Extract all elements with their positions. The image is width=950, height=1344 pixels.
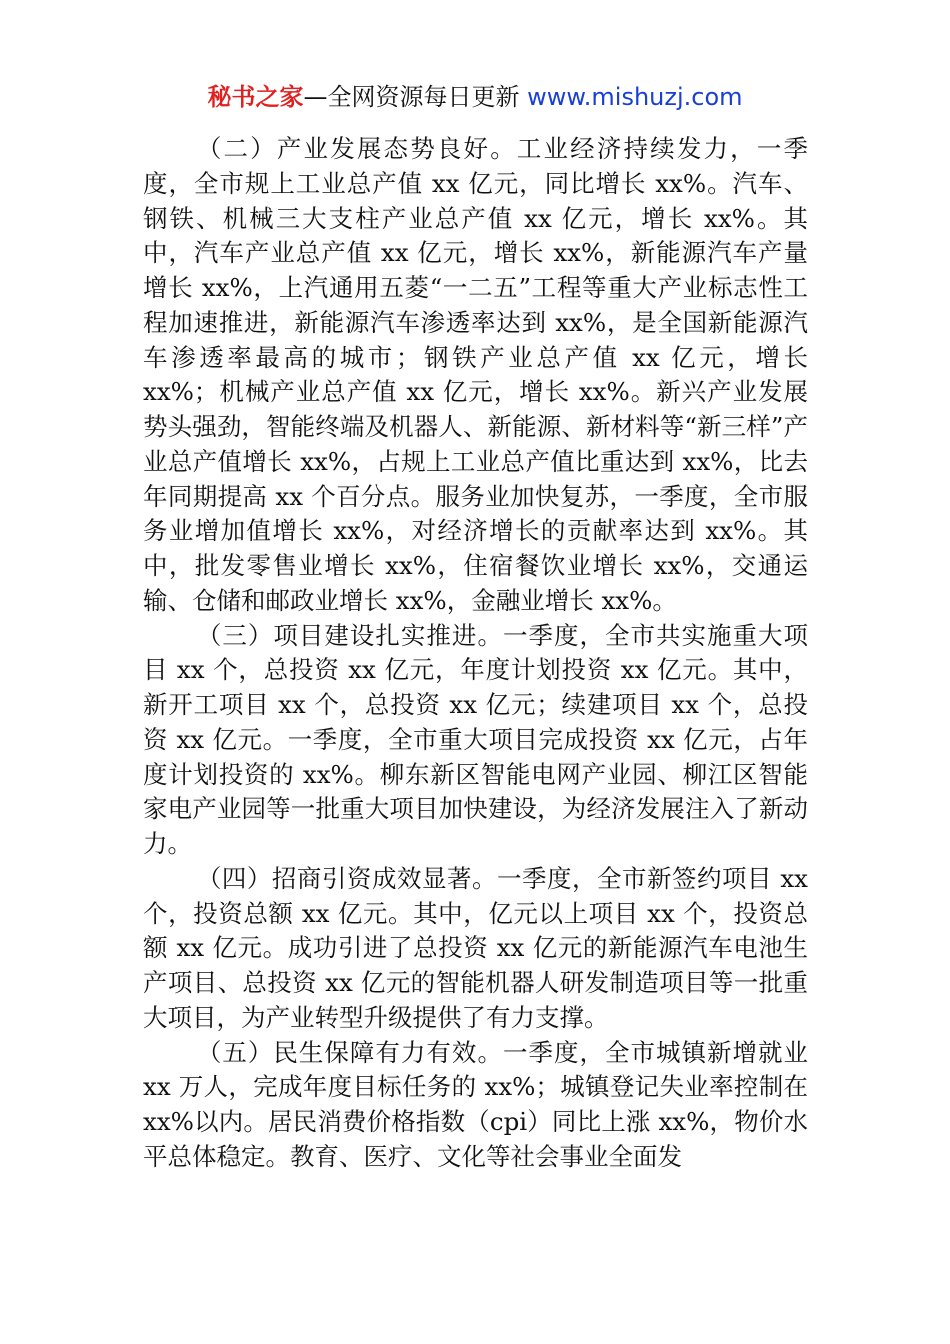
- paragraph-projects: （三）项目建设扎实推进。一季度，全市共实施重大项目 xx 个，总投资 xx 亿元，年度计划投资 xx 亿元。其中，新开工项目 xx 个，总投资 xx 亿元；续建项目 xx 个，总投资 xx 亿元。一季度，全市重大项目完成投资 xx 亿元，占年度计划投资的 xx%。柳东新区智能电网产业园、柳江区智能家电产业园等一批重大项目加快建设，为经济发展注入了新动力。: [143, 620, 808, 858]
- site-header: [0, 80, 950, 114]
- document-body: [143, 132, 808, 1175]
- paragraph-investment: （四）招商引资成效显著。一季度，全市新签约项目 xx 个，投资总额 xx 亿元。其中，亿元以上项目 xx 个，投资总额 xx 亿元。成功引进了总投资 xx 亿元的新能源汽车电池生产项目、总投资 xx 亿元的智能机器人研发制造项目等一批重大项目，为产业转型升级提供了有力支撑。: [143, 863, 808, 1032]
- paragraph-industry: （二）产业发展态势良好。工业经济持续发力，一季度，全市规上工业总产值 xx 亿元，同比增长 xx%。汽车、钢铁、机械三大支柱产业总产值 xx 亿元，增长 xx%。其中，汽车产业总产值 xx 亿元，增长 xx%，新能源汽车产量增长 xx%，上汽通用五菱“一二五”工程等重大产业标志性工程加速推进，新能源汽车渗透率达到 xx%，是全国新能源汽车渗透率最高的城市；钢铁产业总产值 xx 亿元，增长 xx%；机械产业总产值 xx 亿元，增长 xx%。新兴产业发展势头强劲，智能终端及机器人、新能源、新材料等“新三样”产业总产值增长 xx%，占规上工业总产值比重达到 xx%，比去年同期提高 xx 个百分点。服务业加快复苏，一季度，全市服务业增加值增长 xx%，对经济增长的贡献率达到 xx%。其中，批发零售业增长 xx%，住宿餐饮业增长 xx%，交通运输、仓储和邮政业增长 xx%，金融业增长 xx%。: [143, 134, 808, 615]
- paragraph-livelihood: （五）民生保障有力有效。一季度，全市城镇新增就业 xx 万人，完成年度目标任务的 xx%；城镇登记失业率控制在 xx%以内。居民消费价格指数（cpi）同比上涨 xx%，物价水平总体稳定。教育、医疗、文化等社会事业全面发: [143, 1037, 808, 1171]
- site-brand: 秘书之家: [207, 83, 304, 111]
- site-url-link[interactable]: www.mishuzj.com: [527, 83, 743, 111]
- site-tagline: —全网资源每日更新: [303, 83, 528, 111]
